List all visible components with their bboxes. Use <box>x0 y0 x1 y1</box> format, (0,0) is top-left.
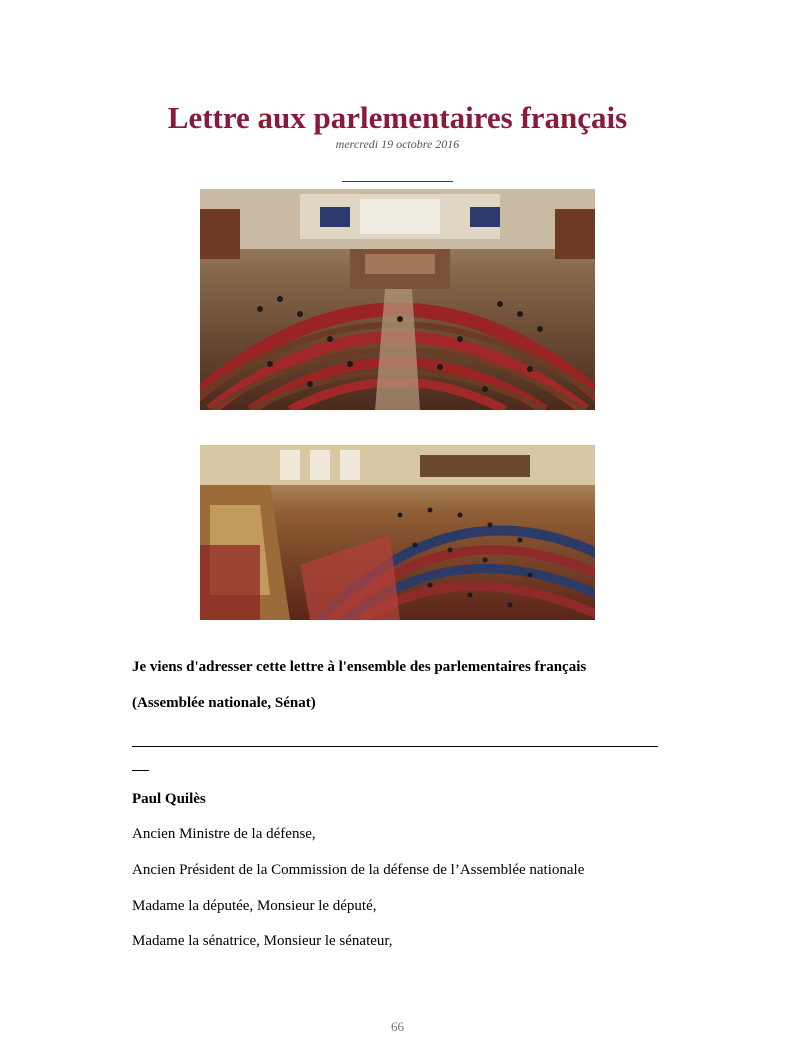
author-role-2: Ancien Président de la Commission de la défense de l’Assemblée nationale <box>132 862 585 878</box>
author-role-1: Ancien Ministre de la défense, <box>132 826 316 842</box>
section-divider-continuation <box>132 770 149 771</box>
senat-photo <box>200 445 595 620</box>
assemblee-nationale-photo <box>200 189 595 410</box>
document-title: Lettre aux parlementaires français <box>167 100 628 135</box>
intro-line-1: Je viens d'adresser cette lettre à l'ensemble des parlementaires français <box>132 659 587 675</box>
page-number: 66 <box>391 1019 404 1034</box>
assemblee-hemicycle-illustration <box>200 189 595 410</box>
senat-hemicycle-illustration <box>200 445 595 620</box>
post-date: mercredi 19 octobre 2016 <box>335 137 460 151</box>
salutation-senators: Madame la sénatrice, Monsieur le sénateur, <box>132 933 393 949</box>
section-divider <box>132 746 658 747</box>
salutation-deputies: Madame la députée, Monsieur le député, <box>132 898 377 914</box>
author-name: Paul Quilès <box>132 791 206 807</box>
intro-line-2: (Assemblée nationale, Sénat) <box>132 695 316 711</box>
title-divider <box>342 181 453 182</box>
